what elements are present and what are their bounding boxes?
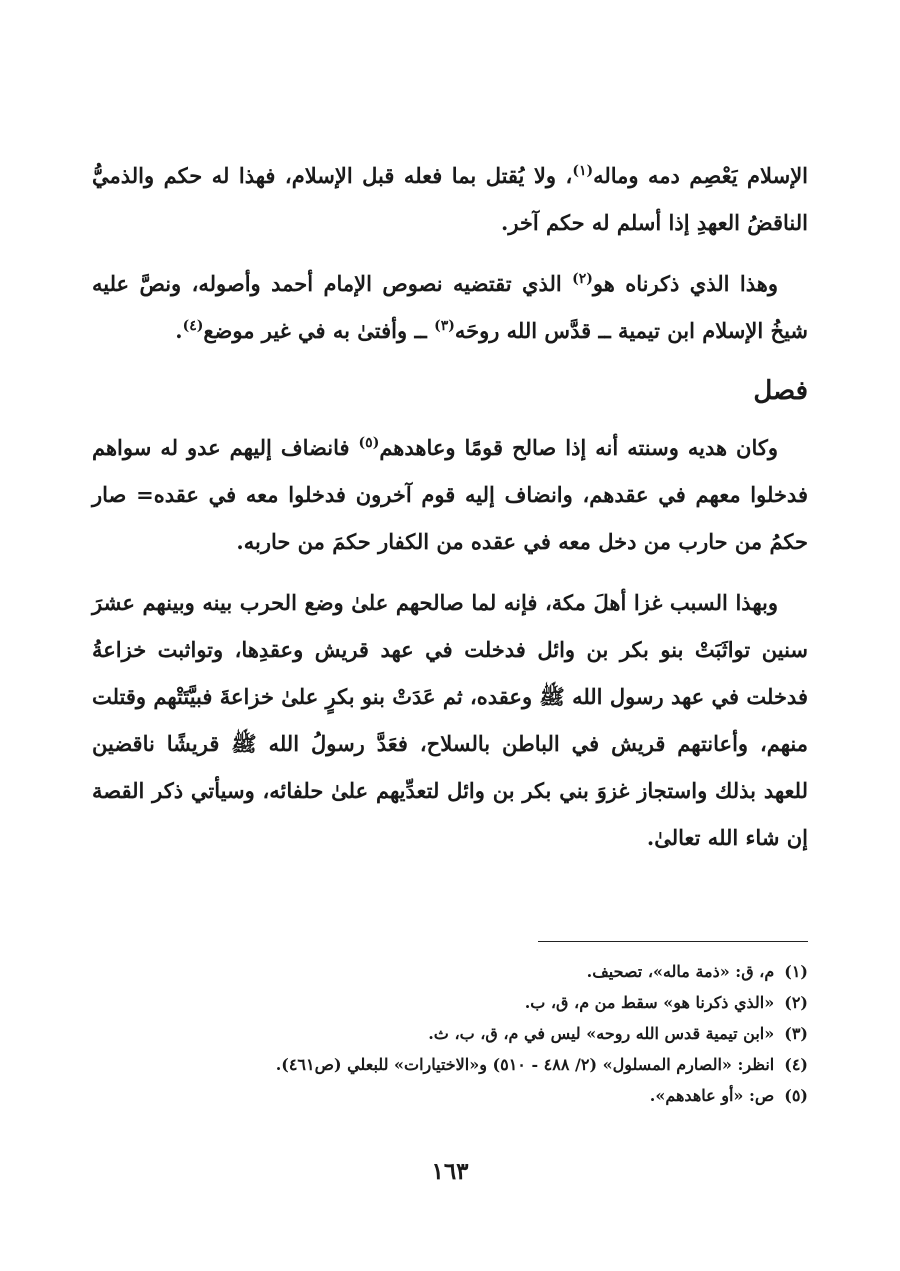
footnote-ref-4[interactable]: (٤) bbox=[182, 318, 204, 334]
paragraph-2-part-c: ــ وأفتىٰ به في غير موضع bbox=[203, 318, 435, 343]
paragraph-2-part-a: وهذا الذي ذكرناه هو bbox=[592, 271, 778, 296]
paragraph-1-part-b: ، ولا يُقتل بما فعله قبل الإسلام، فهذا له حكم والذميُّ الناقضُ العهدِ إذا أسلم له حكم آخر. bbox=[92, 163, 808, 235]
paragraph-2-part-d: . bbox=[175, 318, 183, 343]
paragraph-3 bbox=[92, 424, 808, 565]
paragraph-3-part-b: فانضاف إليهم عدو له سواهم فدخلوا معهم في عقدهم، وانضاف إليه قوم آخرون فدخلوا معه في عقده= صار حكمُ من حارب من دخل معه في عقده من الكفار حكمَ من حاربه. bbox=[92, 435, 808, 554]
footnotes bbox=[92, 956, 808, 1111]
footnote-ref-1[interactable]: (١) bbox=[572, 163, 594, 179]
page-number: ١٦٣ bbox=[431, 1158, 469, 1185]
footnote-2 bbox=[92, 987, 808, 1018]
footnote-5 bbox=[92, 1080, 808, 1111]
main-text bbox=[92, 152, 808, 861]
footnote-divider bbox=[538, 941, 808, 942]
paragraph-2 bbox=[92, 260, 808, 354]
footnote-number: (٣) bbox=[784, 1024, 808, 1043]
footnote-4 bbox=[92, 1049, 808, 1080]
footnote-text: «الذي ذكرنا هو» سقط من م، ق، ب. bbox=[524, 993, 775, 1012]
footnote-ref-2[interactable]: (٢) bbox=[572, 271, 593, 287]
section-heading: فصل bbox=[753, 376, 808, 406]
paragraph-1 bbox=[92, 152, 808, 246]
footnote-number: (٤) bbox=[784, 1055, 808, 1074]
paragraph-4: وبهذا السبب غزا أهلَ مكة، فإنه لما صالحهم علىٰ وضع الحرب بينه وبينهم عشرَ سنين تواثَبَتْ بنو بكر بن وائل فدخلت في عهد قريش وعقدِها، وتواثبت خزاعةُ فدخلت في عهد رسول الله ﷺ وعقده، ثم عَدَتْ بنو بكرٍ علىٰ خزاعةَ فبيَّتَتْهم وقتلت منهم، وأعانتهم قريش في الباطن بالسلاح، فعَدَّ رسولُ الله ﷺ قريشًا ناقضين للعهد بذلك واستجاز غزوَ بني بكر بن وائل لتعدِّيهم علىٰ حلفائه، وسيأتي ذكر القصة إن شاء الله تعالىٰ. bbox=[91, 590, 808, 850]
footnote-1 bbox=[92, 956, 808, 987]
footnote-number: (١) bbox=[784, 962, 808, 981]
footnote-ref-5[interactable]: (٥) bbox=[358, 435, 380, 451]
paragraph-3-part-a: وكان هديه وسنته أنه إذا صالح قومًا وعاهدهم bbox=[379, 435, 779, 460]
footnote-text: انظر: «الصارم المسلول» (٢/ ٤٨٨ - ٥١٠) و«الاختيارات» للبعلي (ص٤٦١). bbox=[275, 1055, 775, 1074]
footnote-3 bbox=[92, 1018, 808, 1049]
paragraph-2-part-b: الذي تقتضيه نصوص الإمام أحمد وأصوله، ونصَّ عليه شيخُ الإسلام ابن تيمية ــ قدَّس الله روحَه bbox=[92, 271, 808, 343]
footnote-number: (٥) bbox=[784, 1086, 808, 1105]
footnote-number: (٢) bbox=[784, 993, 808, 1012]
footnote-text: «ابن تيمية قدس الله روحه» ليس في م، ق، ب، ث. bbox=[428, 1024, 775, 1043]
footnote-text: م، ق: «ذمة ماله»، تصحيف. bbox=[586, 962, 775, 981]
footnote-text: ص: «أو عاهدهم». bbox=[649, 1086, 775, 1105]
footnote-ref-3[interactable]: (٣) bbox=[434, 318, 455, 334]
paragraph-1-part-a: الإسلام يَعْصِم دمه وماله bbox=[593, 163, 808, 188]
